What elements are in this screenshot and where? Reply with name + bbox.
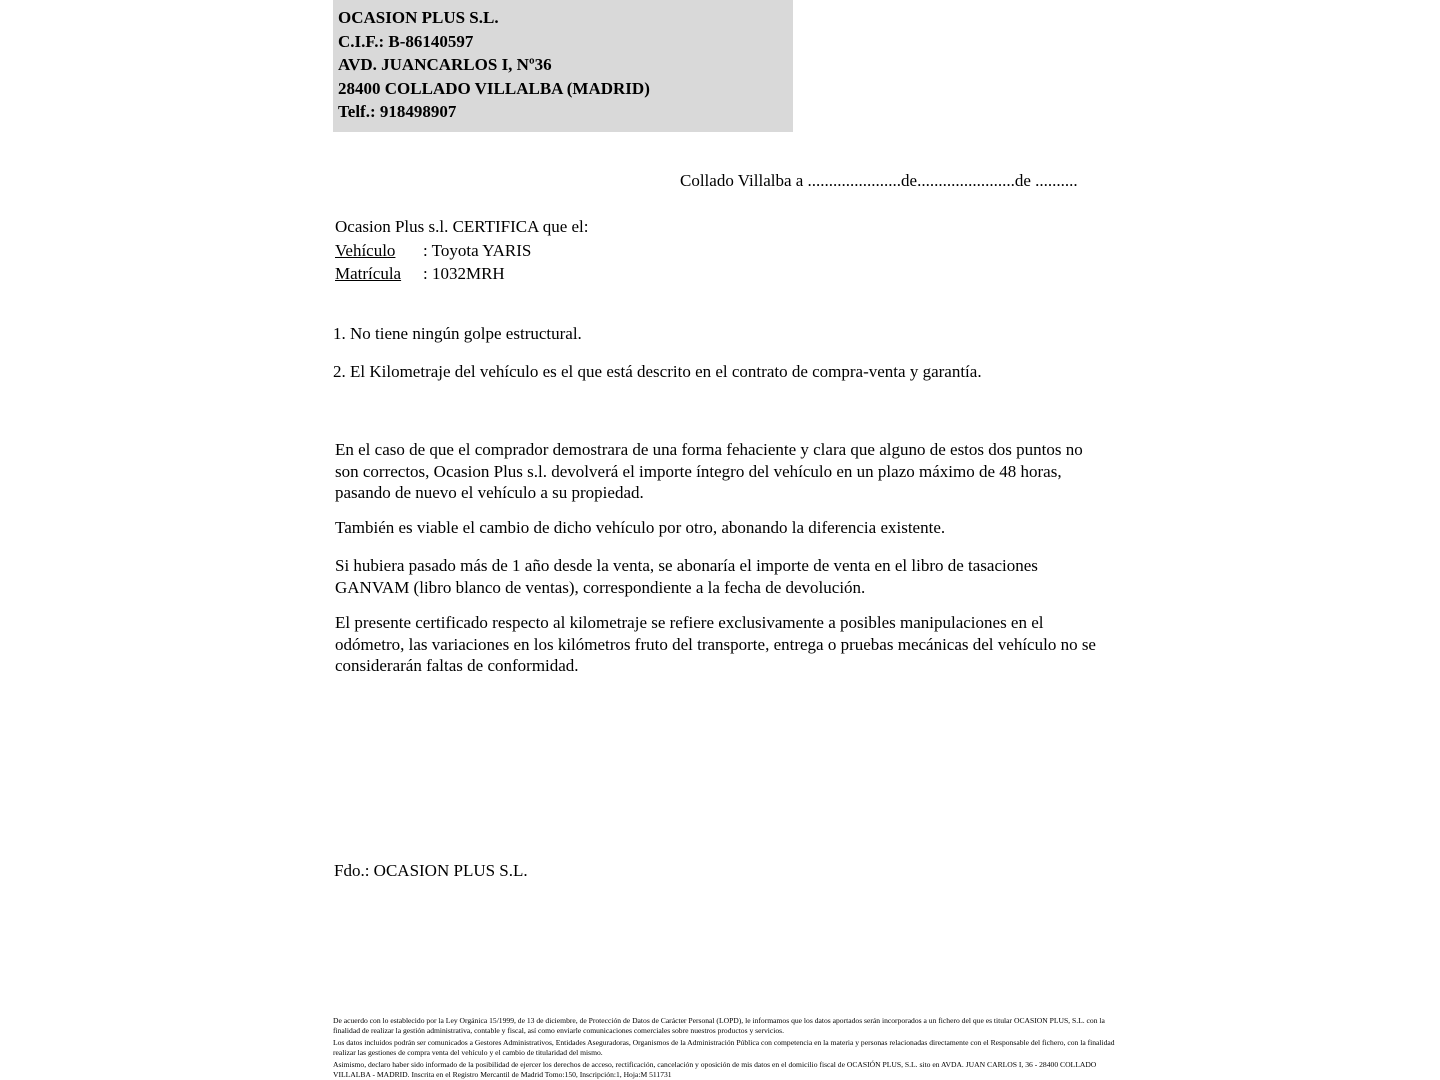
paragraph-refund: En el caso de que el comprador demostrara de una forma fehaciente y clara que alguno de estos dos puntos no son correctos, Ocasion Plus s.l. devolverá el importe íntegro del vehículo en un plazo máximo de 48 horas, pasando de nuevo el vehículo a su propiedad. (335, 440, 1083, 502)
point-2: 2. El Kilometraje del vehículo es el que está descrito en el contrato de compra-venta y garantía. (333, 362, 982, 381)
company-city: 28400 COLLADO VILLALBA (MADRID) (338, 78, 650, 98)
company-name: OCASION PLUS S.L. (338, 8, 499, 27)
certification-intro: Ocasion Plus s.l. CERTIFICA que el: (335, 217, 589, 236)
certification-block (335, 215, 589, 286)
plate-label: Matrícula (335, 264, 402, 283)
vehicle-value: : Toyota YARIS (423, 240, 532, 260)
legal-paragraph-1: De acuerdo con lo establecido por la Ley Orgánica 15/1999, de 13 de diciembre, de Protección de Datos de Carácter Personal (LOPD), le informamos que los datos aportados serán incorporados a un fichero del que es titular OCASION PLUS, S.L. con la finalidad de realizar la gestión administrativa, contable y fiscal, así como enviarle comunicaciones comerciales sobre nuestros productos y servicios. (333, 1016, 1105, 1035)
paragraph-ganvam: Si hubiera pasado más de 1 año desde la venta, se abonaría el importe de venta en el libro de tasaciones GANVAM (libro blanco de ventas), correspondiente a la fecha de devolución. (335, 556, 1038, 597)
legal-footer (333, 1016, 1123, 1080)
company-phone: Telf.: 918498907 (338, 102, 457, 121)
plate-value: : 1032MRH (423, 264, 505, 283)
paragraph-odometer: El presente certificado respecto al kilometraje se refiere exclusivamente a posibles manipulaciones en el odómetro, las variaciones en los kilómetros fruto del transporte, entrega o pruebas mecánicas del vehículo no se considerarán faltas de conformidad. (335, 613, 1096, 675)
company-letterhead (333, 0, 793, 132)
legal-paragraph-2: Los datos incluidos podrán ser comunicados a Gestores Administrativos, Entidades Aseguradoras, Organismos de la Administración Pública con competencia en la materia y personas relacionadas directamente con el Responsable del fichero, con la finalidad realizar las gestiones de compra venta del vehículo y el cambio de titularidad del mismo. (333, 1038, 1115, 1057)
vehicle-row (335, 239, 589, 263)
legal-paragraph-3: Asimismo, declaro haber sido informado de la posibilidad de ejercer los derechos de acceso, rectificación, cancelación y oposición de mis datos en el domicilio fiscal de OCASIÓN PLUS, S.L. sito en AVDA. JUAN CARLOS I, 36 - 28400 COLLADO VILLALBA - MADRID. Inscrita en el Registro Mercantil de Madrid Tomo:150, Inscripción:1, Hoja:M 511731 (333, 1060, 1097, 1079)
date-line: Collado Villalba a ......................de.......................de .......... (680, 171, 1078, 190)
company-address: AVD. JUANCARLOS I, Nº36 (338, 55, 552, 74)
vehicle-label: Vehículo (335, 240, 396, 260)
company-cif: C.I.F.: B-86140597 (338, 31, 474, 51)
signature-line: Fdo.: OCASION PLUS S.L. (334, 861, 528, 880)
plate-row (335, 262, 589, 286)
paragraph-exchange: También es viable el cambio de dicho vehículo por otro, abonando la diferencia existente. (335, 518, 946, 537)
point-1: 1. No tiene ningún golpe estructural. (333, 324, 582, 343)
